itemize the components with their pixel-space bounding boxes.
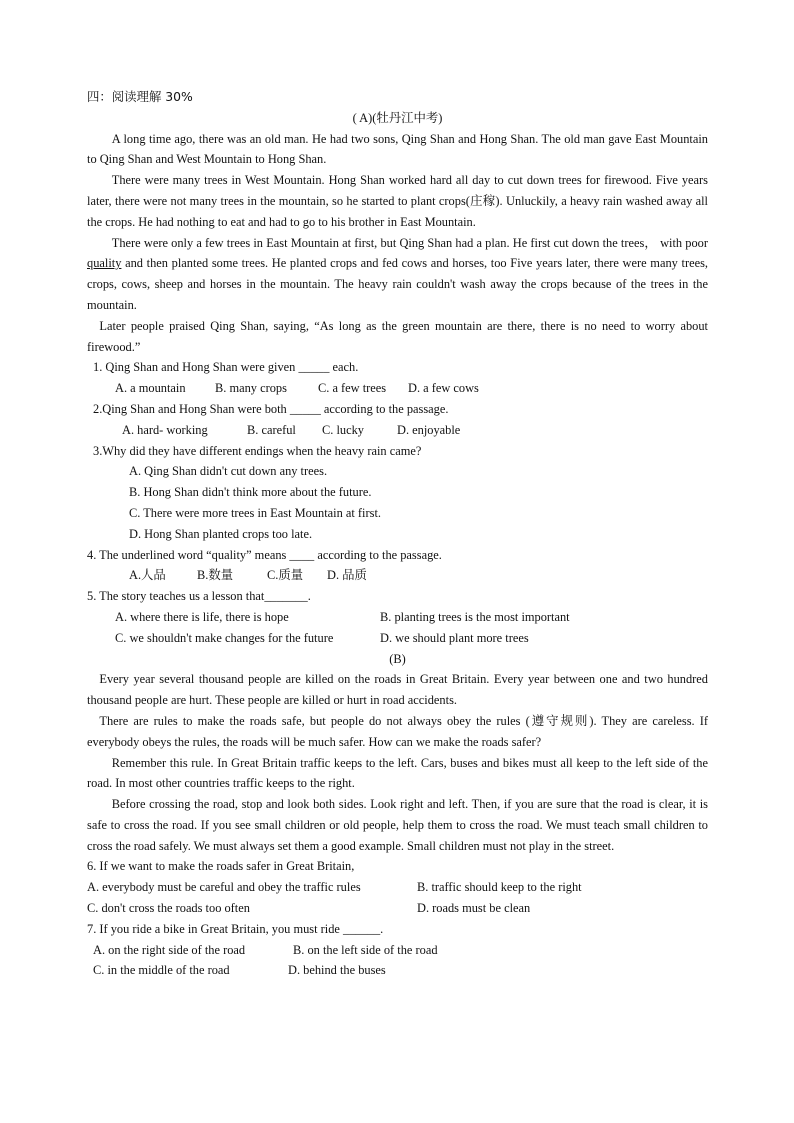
passage-b-paragraph: Every year several thousand people are killed on the roads in Great Britain. Every year between one and two hundred thousand people are hurt. These people are killed or hurt in road accidents. [87, 672, 708, 708]
option: D. roads must be clean [417, 901, 531, 916]
passage-b-label: (B) [389, 651, 406, 666]
passage-a-paragraph: There were only a few trees in East Mountain at first, but Qing Shan had a plan. He first cut down the trees， with poor quality and then planted some trees. He planted crops and fed cows and horses, too Five years later, there were many trees, crops, cows, sheep and horses in the mountain. The heavy rain couldn't wash away the crops because of the trees in the mountain. [87, 235, 708, 312]
passage-a-paragraph: Later people praised Qing Shan, saying, “As long as the green mountain are there, there is no need to worry about firewood.” [87, 318, 708, 354]
question-7-stem: 7. If you ride a bike in Great Britain, you must ride ______. [87, 921, 384, 936]
option: C. in the middle of the road [93, 963, 230, 978]
question-6-stem: 6. If we want to make the roads safer in Great Britain, [87, 859, 355, 874]
question-3-option: C. There were more trees in East Mountain at first. [129, 505, 381, 520]
option: B. many crops [215, 381, 287, 396]
option: D. 品质 [327, 568, 367, 583]
passage-b-paragraph: Before crossing the road, stop and look both sides. Look right and left. Then, if you are sure that the road is clear, it is safe to cross the road. If you see small children or old people, help them to cross the road. We must teach small children to cross the road safely. We must always set them a good example. Small children must not play in the street. [87, 797, 708, 853]
question-4-stem: 4. The underlined word “quality” means ____ according to the passage. [87, 547, 442, 562]
passage-b-paragraph: Remember this rule. In Great Britain traffic keeps to the left. Cars, buses and bikes must all keep to the left side of the road. In most other countries traffic keeps to the right. [87, 755, 708, 791]
question-6-options-row-2 [87, 898, 708, 919]
question-2-stem: 2.Qing Shan and Hong Shan were both _____ according to the passage. [93, 401, 449, 416]
question-3-option: B. Hong Shan didn't think more about the future. [129, 485, 372, 500]
option: A. a mountain [115, 381, 186, 396]
option: B. careful [247, 422, 296, 437]
passage-b-paragraph: There are rules to make the roads safe, but people do not always obey the rules (遵守规则). They are careless. If everybody obeys the rules, the roads will be much safer. How can we make the roads safer? [87, 713, 708, 749]
option: B.数量 [197, 568, 234, 583]
option: A. hard- working [122, 422, 208, 437]
question-3-option: D. Hong Shan planted crops too late. [129, 526, 313, 541]
passage-a-paragraph: A long time ago, there was an old man. He had two sons, Qing Shan and Hong Shan. The old man gave East Mountain to Qing Shan and West Mountain to Hong Shan. [87, 131, 708, 167]
option: C. lucky [322, 422, 364, 437]
question-2-options [87, 420, 708, 441]
option: B. on the left side of the road [293, 942, 438, 957]
question-3-option: A. Qing Shan didn't cut down any trees. [129, 464, 328, 479]
option: A. on the right side of the road [93, 942, 246, 957]
question-5-options-row-2 [87, 628, 708, 649]
question-6-options-row-1 [87, 877, 708, 898]
option: D. a few cows [408, 381, 479, 396]
option: D. behind the buses [288, 963, 386, 978]
passage-a-label: ( A)(牡丹江中考) [352, 110, 443, 125]
option: B. planting trees is the most important [380, 609, 570, 624]
option: A. where there is life, there is hope [115, 609, 289, 624]
option: C. we shouldn't make changes for the future [115, 630, 334, 645]
question-7-options-row-1 [87, 940, 708, 961]
option: C. a few trees [318, 381, 387, 396]
underlined-word: quality [87, 256, 122, 271]
option: C.质量 [267, 568, 304, 583]
option: A. everybody must be careful and obey the traffic rules [87, 880, 361, 895]
question-1-options [87, 378, 708, 399]
option: D. we should plant more trees [380, 630, 529, 645]
question-4-options [87, 565, 708, 586]
question-5-options-row-1 [87, 607, 708, 628]
question-7-options-row-2 [87, 960, 708, 981]
option: D. enjoyable [397, 422, 461, 437]
option: C. don't cross the roads too often [87, 901, 250, 916]
question-5-stem: 5. The story teaches us a lesson that_______. [87, 589, 311, 604]
question-3-stem: 3.Why did they have different endings when the heavy rain came? [93, 443, 422, 458]
question-1-stem: 1. Qing Shan and Hong Shan were given _____ each. [93, 360, 359, 375]
exam-page [87, 87, 708, 981]
option: A.人品 [129, 568, 166, 583]
passage-a-paragraph: There were many trees in West Mountain. Hong Shan worked hard all day to cut down trees for firewood. Five years later, there were not many trees in the mountain, so he started to plant crops(庄稼). Unluckily, a heavy rain washed away all the crops. He had nothing to eat and had to go to his brother in East Mountain. [87, 173, 708, 229]
section-title: 四：阅读理解 30% [87, 89, 193, 104]
option: B. traffic should keep to the right [417, 880, 582, 895]
